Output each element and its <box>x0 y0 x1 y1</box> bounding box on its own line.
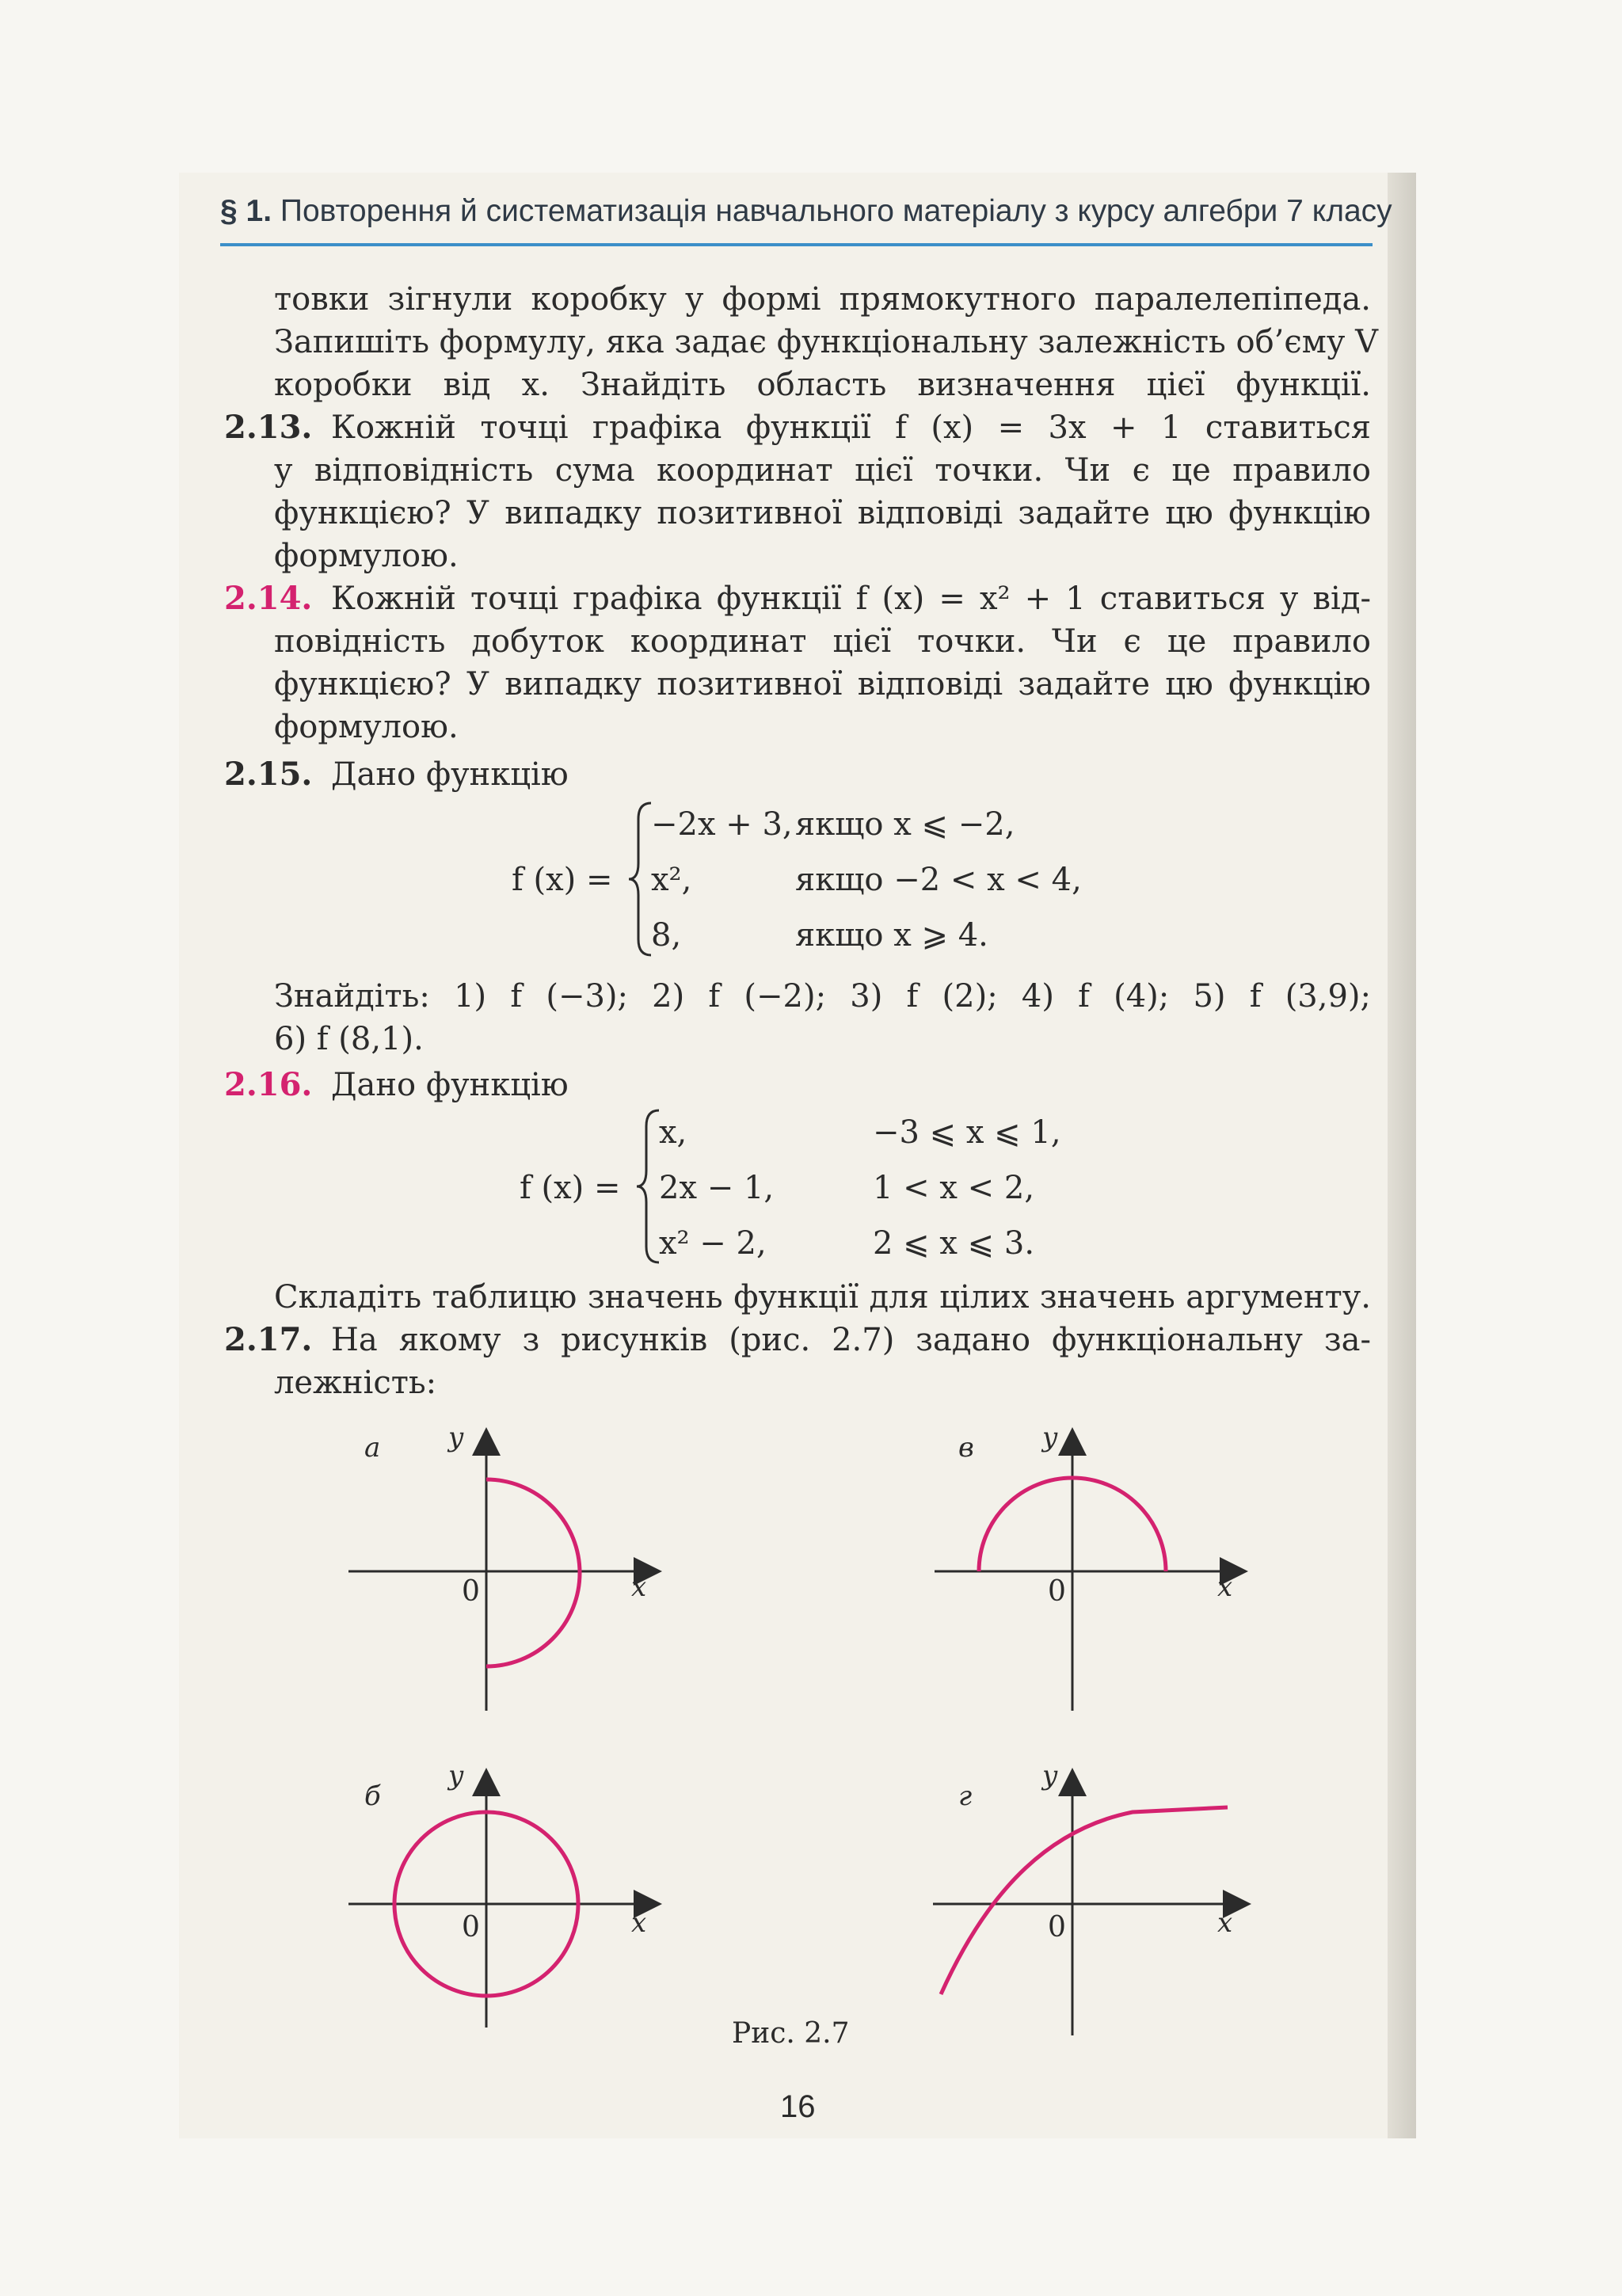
origin-label: 0 <box>462 1575 480 1608</box>
header-rule <box>220 243 1373 246</box>
text-line: 6) f (8,1). <box>274 1021 424 1057</box>
x-axis-label: x <box>1217 1571 1233 1603</box>
case-cond: −3 ⩽ x ⩽ 1, <box>873 1114 1061 1151</box>
origin-label: 0 <box>1048 1575 1066 1608</box>
panel-label: а <box>364 1432 381 1464</box>
graph-panel-g <box>927 1766 1259 2059</box>
panel-label: б <box>364 1780 381 1812</box>
problem-intro: Дано функцію <box>331 1067 569 1103</box>
problem-number: 2.16. <box>224 1066 313 1103</box>
problem-number: 2.13. <box>224 409 313 446</box>
case-expr: 8, <box>651 917 682 954</box>
text-line: товки зігнули коробку у формі прямокутного паралелепіпеда. <box>274 281 1371 318</box>
case-cond: якщо x ⩽ −2, <box>795 806 1015 843</box>
y-axis-label: y <box>1042 1422 1058 1453</box>
problem-number: 2.15. <box>224 756 313 793</box>
text-line: функцією? У випадку позитивної відповіді задайте цю функцію <box>274 666 1371 703</box>
figure-caption: Рис. 2.7 <box>732 2017 850 2050</box>
page-fold-shadow <box>1388 173 1416 2138</box>
text-line: коробки від x. Знайдіть область визначення цієї функції. <box>274 367 1371 403</box>
origin-label: 0 <box>462 1911 480 1944</box>
text-line: Запишіть формулу, яка задає функціональну залежність об’єму V <box>274 324 1379 360</box>
case-expr: x², <box>651 862 692 898</box>
case-expr: x, <box>659 1114 687 1151</box>
text-line: формулою. <box>274 538 459 574</box>
y-axis-label: y <box>448 1422 464 1453</box>
panel-label: в <box>958 1432 974 1464</box>
text-line: повідність добуток координат цієї точки. Чи є це правило <box>274 623 1371 660</box>
section-number: § 1. <box>220 194 272 228</box>
graph-panel-a <box>341 1426 673 1711</box>
x-axis-label: x <box>631 1571 647 1603</box>
y-axis-label: y <box>1042 1760 1058 1791</box>
text-line: лежність: <box>274 1365 437 1401</box>
problem-number: 2.17. <box>224 1321 313 1358</box>
y-axis-label: y <box>448 1760 464 1791</box>
text-line: у відповідність сума координат цієї точки. Чи є це правило <box>274 452 1371 489</box>
function-lhs: f (x) = <box>512 862 613 898</box>
case-cond: 1 < x < 2, <box>873 1170 1035 1206</box>
case-cond: 2 ⩽ x ⩽ 3. <box>873 1225 1035 1262</box>
graph-panel-b <box>341 1766 673 2051</box>
x-axis-label: x <box>631 1907 647 1939</box>
running-header <box>220 194 1392 229</box>
problem-number: 2.14. <box>224 580 313 617</box>
origin-label: 0 <box>1048 1911 1066 1944</box>
page-number: 16 <box>780 2089 816 2124</box>
text-line: формулою. <box>274 709 459 745</box>
function-lhs: f (x) = <box>520 1170 621 1206</box>
case-expr: −2x + 3, <box>651 806 793 843</box>
case-expr: 2x − 1, <box>659 1170 775 1206</box>
text-line: Знайдіть: 1) f (−3); 2) f (−2); 3) f (2); 4) f (4); 5) f (3,9); <box>274 978 1371 1015</box>
case-cond: якщо x ⩾ 4. <box>795 917 988 954</box>
panel-label: г <box>958 1780 973 1812</box>
curve-increasing <box>941 1807 1228 1994</box>
graph-panel-v <box>927 1426 1259 1711</box>
problem-intro: Дано функцію <box>331 756 569 793</box>
case-expr: x² − 2, <box>659 1225 767 1262</box>
text-line: Складіть таблицю значень функції для цілих значень аргументу. <box>274 1279 1371 1316</box>
text-line: функцією? У випадку позитивної відповіді задайте цю функцію <box>274 495 1371 531</box>
text-line: Кожній точці графіка функції f (x) = x² + 1 ставиться у від- <box>331 581 1371 617</box>
curve-right-semicircle <box>486 1479 580 1666</box>
x-axis-label: x <box>1217 1907 1233 1939</box>
section-title: Повторення й систематизація навчального матеріалу з курсу алгебри 7 класу <box>280 194 1392 228</box>
text-line: На якому з рисунків (рис. 2.7) задано функціональну за- <box>331 1322 1371 1358</box>
text-line: Кожній точці графіка функції f (x) = 3x + 1 ставиться <box>331 409 1371 446</box>
case-cond: якщо −2 < x < 4, <box>795 862 1082 898</box>
